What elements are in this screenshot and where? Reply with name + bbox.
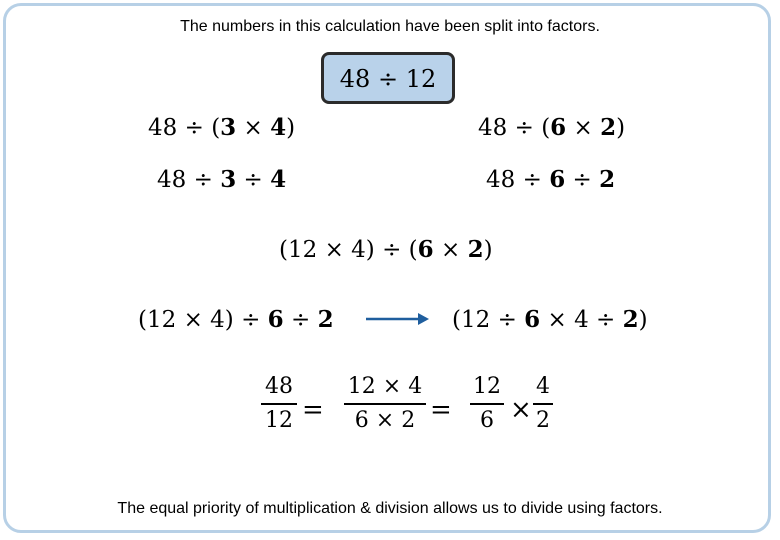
header-caption: The numbers in this calculation have been split into factors. <box>180 18 600 35</box>
right-arrow-icon <box>366 310 430 328</box>
equals-sign-1: = <box>302 395 324 425</box>
expression-right-2: 48 ÷ 6 ÷ 2 <box>486 166 616 193</box>
expression-bottom-right: (12 ÷ 6 × 4 ÷ 2) <box>452 306 648 333</box>
expression-left-1: 48 ÷ (3 × 4) <box>148 114 296 141</box>
expression-right-1: 48 ÷ (6 × 2) <box>478 114 626 141</box>
fraction-product: 12 × 4 6 × 2 <box>344 376 426 432</box>
times-sign: × <box>510 395 532 425</box>
fraction-48-over-12: 48 12 <box>261 376 297 432</box>
top-expression: 48 ÷ 12 <box>339 65 437 93</box>
fraction-12-over-6: 12 6 <box>470 376 504 432</box>
expression-middle: (12 × 4) ÷ (6 × 2) <box>279 236 493 263</box>
expression-bottom-left: (12 × 4) ÷ 6 ÷ 2 <box>138 306 334 333</box>
equals-sign-2: = <box>430 395 452 425</box>
fraction-4-over-2: 4 2 <box>533 376 553 432</box>
expression-left-2: 48 ÷ 3 ÷ 4 <box>157 166 287 193</box>
footer-caption: The equal priority of multiplication & division allows us to divide using factors. <box>117 500 663 517</box>
highlighted-calculation <box>321 52 455 104</box>
